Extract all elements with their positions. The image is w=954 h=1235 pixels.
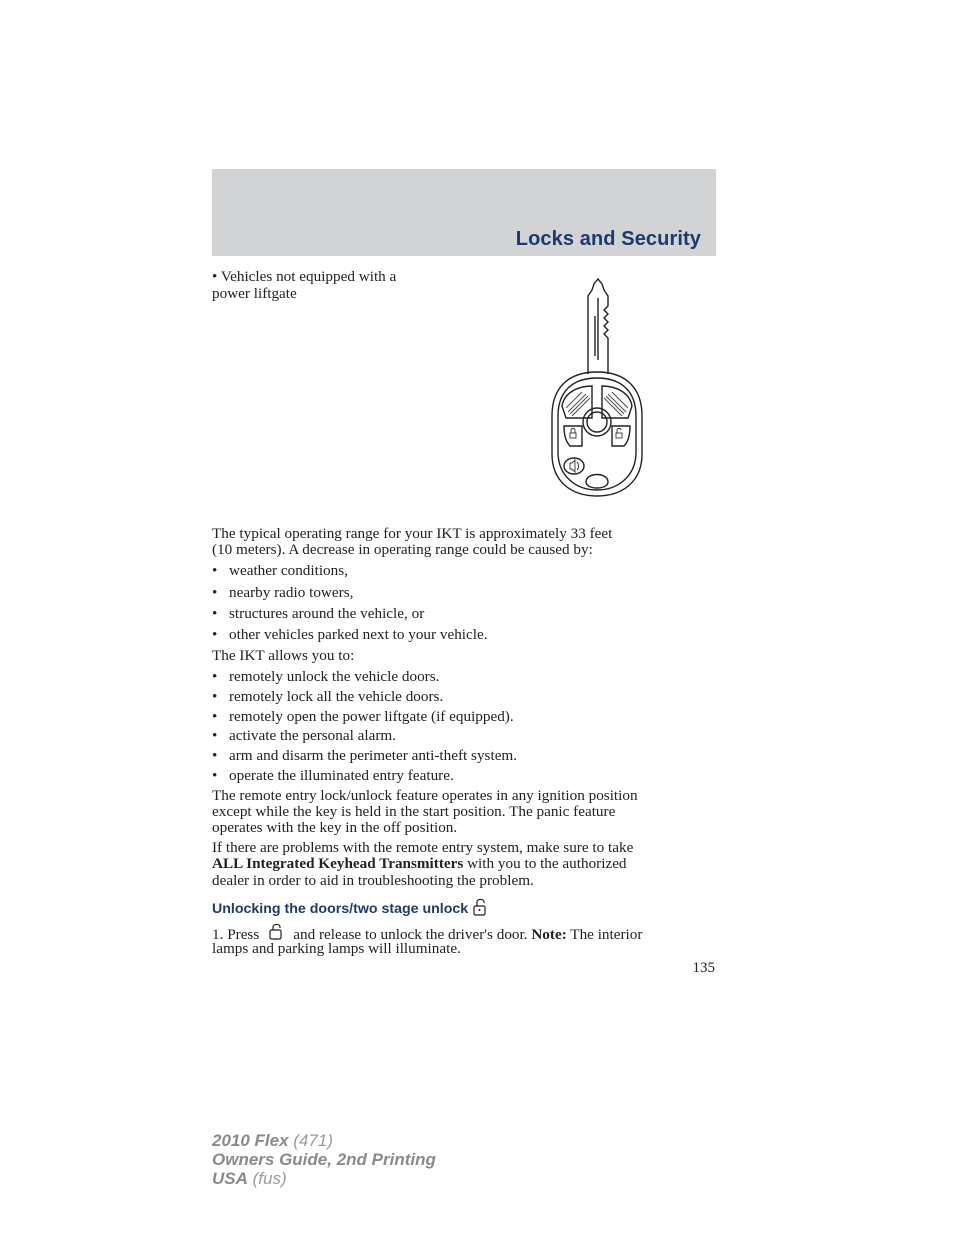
page-number: 135 xyxy=(692,960,715,976)
subsection-heading xyxy=(212,897,488,917)
footer-line1 xyxy=(212,1131,436,1150)
list-item-text: remotely lock all the vehicle doors. xyxy=(229,688,444,705)
problems-paragraph-line1: If there are problems with the remote entry system, make sure to take xyxy=(212,839,634,856)
top-bullet-line2: power liftgate xyxy=(212,285,297,302)
list-item: • arm and disarm the perimeter anti-theft system. xyxy=(212,747,518,764)
range-paragraph-line2: (10 meters). A decrease in operating range could be caused by: xyxy=(212,541,593,558)
list-item-text: remotely unlock the vehicle doors. xyxy=(229,668,440,685)
list-item: • activate the personal alarm. xyxy=(212,727,396,744)
step1-line2: lamps and parking lamps will illuminate. xyxy=(212,940,461,957)
footer-market: USA xyxy=(212,1169,248,1188)
note-text: The interior xyxy=(570,926,643,943)
remote-paragraph-line1: The remote entry lock/unlock feature operates in any ignition position xyxy=(212,787,638,804)
bold-phrase: ALL Integrated Keyhead Transmitters xyxy=(212,855,464,872)
problems-paragraph-line3: dealer in order to aid in troubleshooting the problem. xyxy=(212,872,534,889)
subsection-heading-text: Unlocking the doors/two stage unlock xyxy=(212,901,469,917)
list-item-text: remotely open the power liftgate (if equipped). xyxy=(229,708,514,725)
list-item: • remotely unlock the vehicle doors. xyxy=(212,668,440,685)
list-item: • remotely lock all the vehicle doors. xyxy=(212,688,444,705)
footer-line2 xyxy=(212,1150,436,1169)
list-item: • remotely open the power liftgate (if equipped). xyxy=(212,708,514,725)
list-item-text: activate the personal alarm. xyxy=(229,727,396,744)
list-item: • other vehicles parked next to your vehicle. xyxy=(212,626,488,643)
unlock-icon xyxy=(266,923,286,941)
footer-model: 2010 Flex xyxy=(212,1131,289,1150)
list-item-text: operate the illuminated entry feature. xyxy=(229,767,454,784)
list-item: • nearby radio towers, xyxy=(212,584,354,601)
remote-paragraph-line2: except while the key is held in the start position. The panic feature xyxy=(212,803,616,820)
problems-line2-rest: with you to the authorized xyxy=(463,855,627,872)
list-item: • weather conditions, xyxy=(212,562,348,579)
step1-post: and release to unlock the driver's door. xyxy=(293,926,528,943)
range-paragraph-line1: The typical operating range for your IKT is approximately 33 feet xyxy=(212,525,613,542)
list-item: • operate the illuminated entry feature. xyxy=(212,767,454,784)
key-fob-illustration xyxy=(548,276,646,500)
footer-guide: Owners Guide, 2nd Printing xyxy=(212,1150,436,1169)
section-title: Locks and Security xyxy=(515,228,701,250)
footer-info xyxy=(212,1131,436,1188)
unlock-icon xyxy=(472,897,488,917)
list-item-text: other vehicles parked next to your vehicle. xyxy=(229,626,488,643)
note-label: Note: xyxy=(531,926,567,943)
footer-code: (471) xyxy=(293,1131,333,1150)
problems-paragraph-line2 xyxy=(212,856,722,872)
list-item-text: nearby radio towers, xyxy=(229,584,354,601)
list-item: • structures around the vehicle, or xyxy=(212,605,425,622)
section-header-band xyxy=(212,169,716,256)
step1-pre: 1. Press xyxy=(212,926,260,943)
list-item-text: arm and disarm the perimeter anti-theft system. xyxy=(229,747,518,764)
list-item-text: weather conditions, xyxy=(229,562,348,579)
remote-paragraph-line3: operates with the key in the off position. xyxy=(212,819,458,836)
top-bullet-line1: • Vehicles not equipped with a xyxy=(212,268,397,285)
footer-line3 xyxy=(212,1169,436,1188)
list-item-text: structures around the vehicle, or xyxy=(229,605,425,622)
ikt-intro: The IKT allows you to: xyxy=(212,647,355,664)
footer-market-code: (fus) xyxy=(252,1169,287,1188)
